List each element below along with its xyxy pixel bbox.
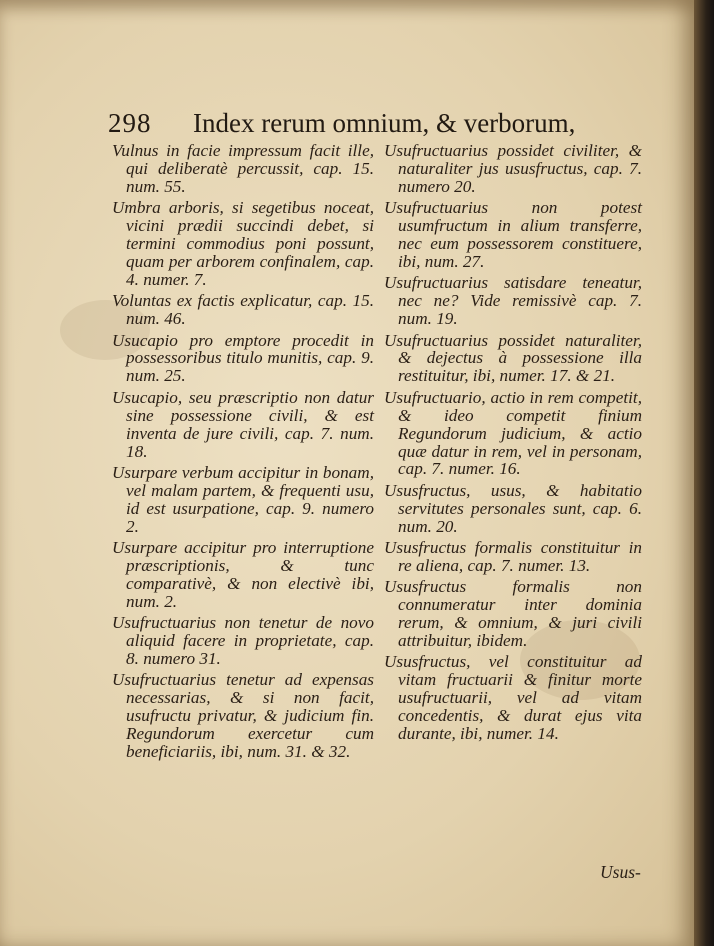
index-entry: Usufructuarius satisdare teneatur, nec ne? Vide remissivè cap. 7. num. 19.	[384, 273, 642, 329]
index-entry: Umbra arboris, si segetibus noceat, vicini prædii succindi debet, si termini commodius poni possunt, quam per arborem confinalem, cap. 4. numer. 7.	[112, 198, 374, 289]
catchword: Usus-	[600, 862, 641, 882]
index-entry: Voluntas ex factis explicatur, cap. 15. num. 46.	[112, 291, 374, 329]
page-header	[108, 108, 638, 142]
running-title: Index rerum omnium, & verborum,	[193, 108, 576, 138]
index-column-right	[384, 142, 642, 747]
index-entry: Usurpare accipitur pro interruptione præscriptionis, & tunc comparativè, & non electivè ibi, num. 2.	[112, 538, 374, 611]
index-entry: Usucapio, seu præscriptio non datur sine possessione civili, & est inventa de jure civili, cap. 7. num. 18.	[112, 387, 374, 461]
index-entry: Ususfructus formalis non connumeratur inter dominia rerum, & omnium, & juri civili attribuitur, ibidem.	[384, 577, 642, 651]
index-entry: Usufructuario, actio in rem competit, & ideo competit finium Regundorum judicium, & actio quæ datur in rem, vel in personam, cap. 7. numer. 16.	[384, 387, 642, 479]
index-entry: Usufructuarius possidet naturaliter, & dejectus à possessione illa restituitur, ibi, numer. 17. & 21.	[384, 330, 642, 386]
index-entry: Vulnus in facie impressum facit ille, qui deliberatè percussit, cap. 15. num. 55.	[112, 141, 374, 196]
page-number: 298	[108, 108, 152, 138]
book-spine	[694, 0, 714, 946]
index-entry: Usurpare verbum accipitur in bonam, vel malam partem, & frequenti usu, id est usurpatione, cap. 9. numero 2.	[112, 462, 374, 536]
index-entry: Ususfructus formalis constituitur in re aliena, cap. 7. numer. 13.	[384, 538, 642, 575]
index-entry: Ususfructus, vel constituitur ad vitam fructuarii & finitur morte usufructuarii, vel ad vitam concedentis, & durat ejus vita durante, ibi, numer. 14.	[384, 652, 642, 744]
index-entry: Ususfructus, usus, & habitatio servitutes personales sunt, cap. 6. num. 20.	[384, 480, 642, 536]
index-entry: Usufructuarius possidet civiliter, & naturaliter jus ususfructus, cap. 7. numero 20.	[384, 141, 642, 196]
index-column-left	[112, 142, 374, 764]
index-entry: Usucapio pro emptore procedit in possessoribus titulo munitis, cap. 9. num. 25.	[112, 330, 374, 386]
index-entry: Usufructuarius non tenetur de novo aliquid facere in proprietate, cap. 8. numero 31.	[112, 613, 374, 668]
index-entry: Usufructuarius non potest usumfructum in alium transferre, nec eum possessorem constituere, ibi, num. 27.	[384, 198, 642, 271]
index-entry: Usufructuarius tenetur ad expensas necessarias, & si non facit, usufructu privatur, & judicium fin. Regundorum exercetur cum beneficiariis, ibi, num. 31. & 32.	[112, 670, 374, 761]
